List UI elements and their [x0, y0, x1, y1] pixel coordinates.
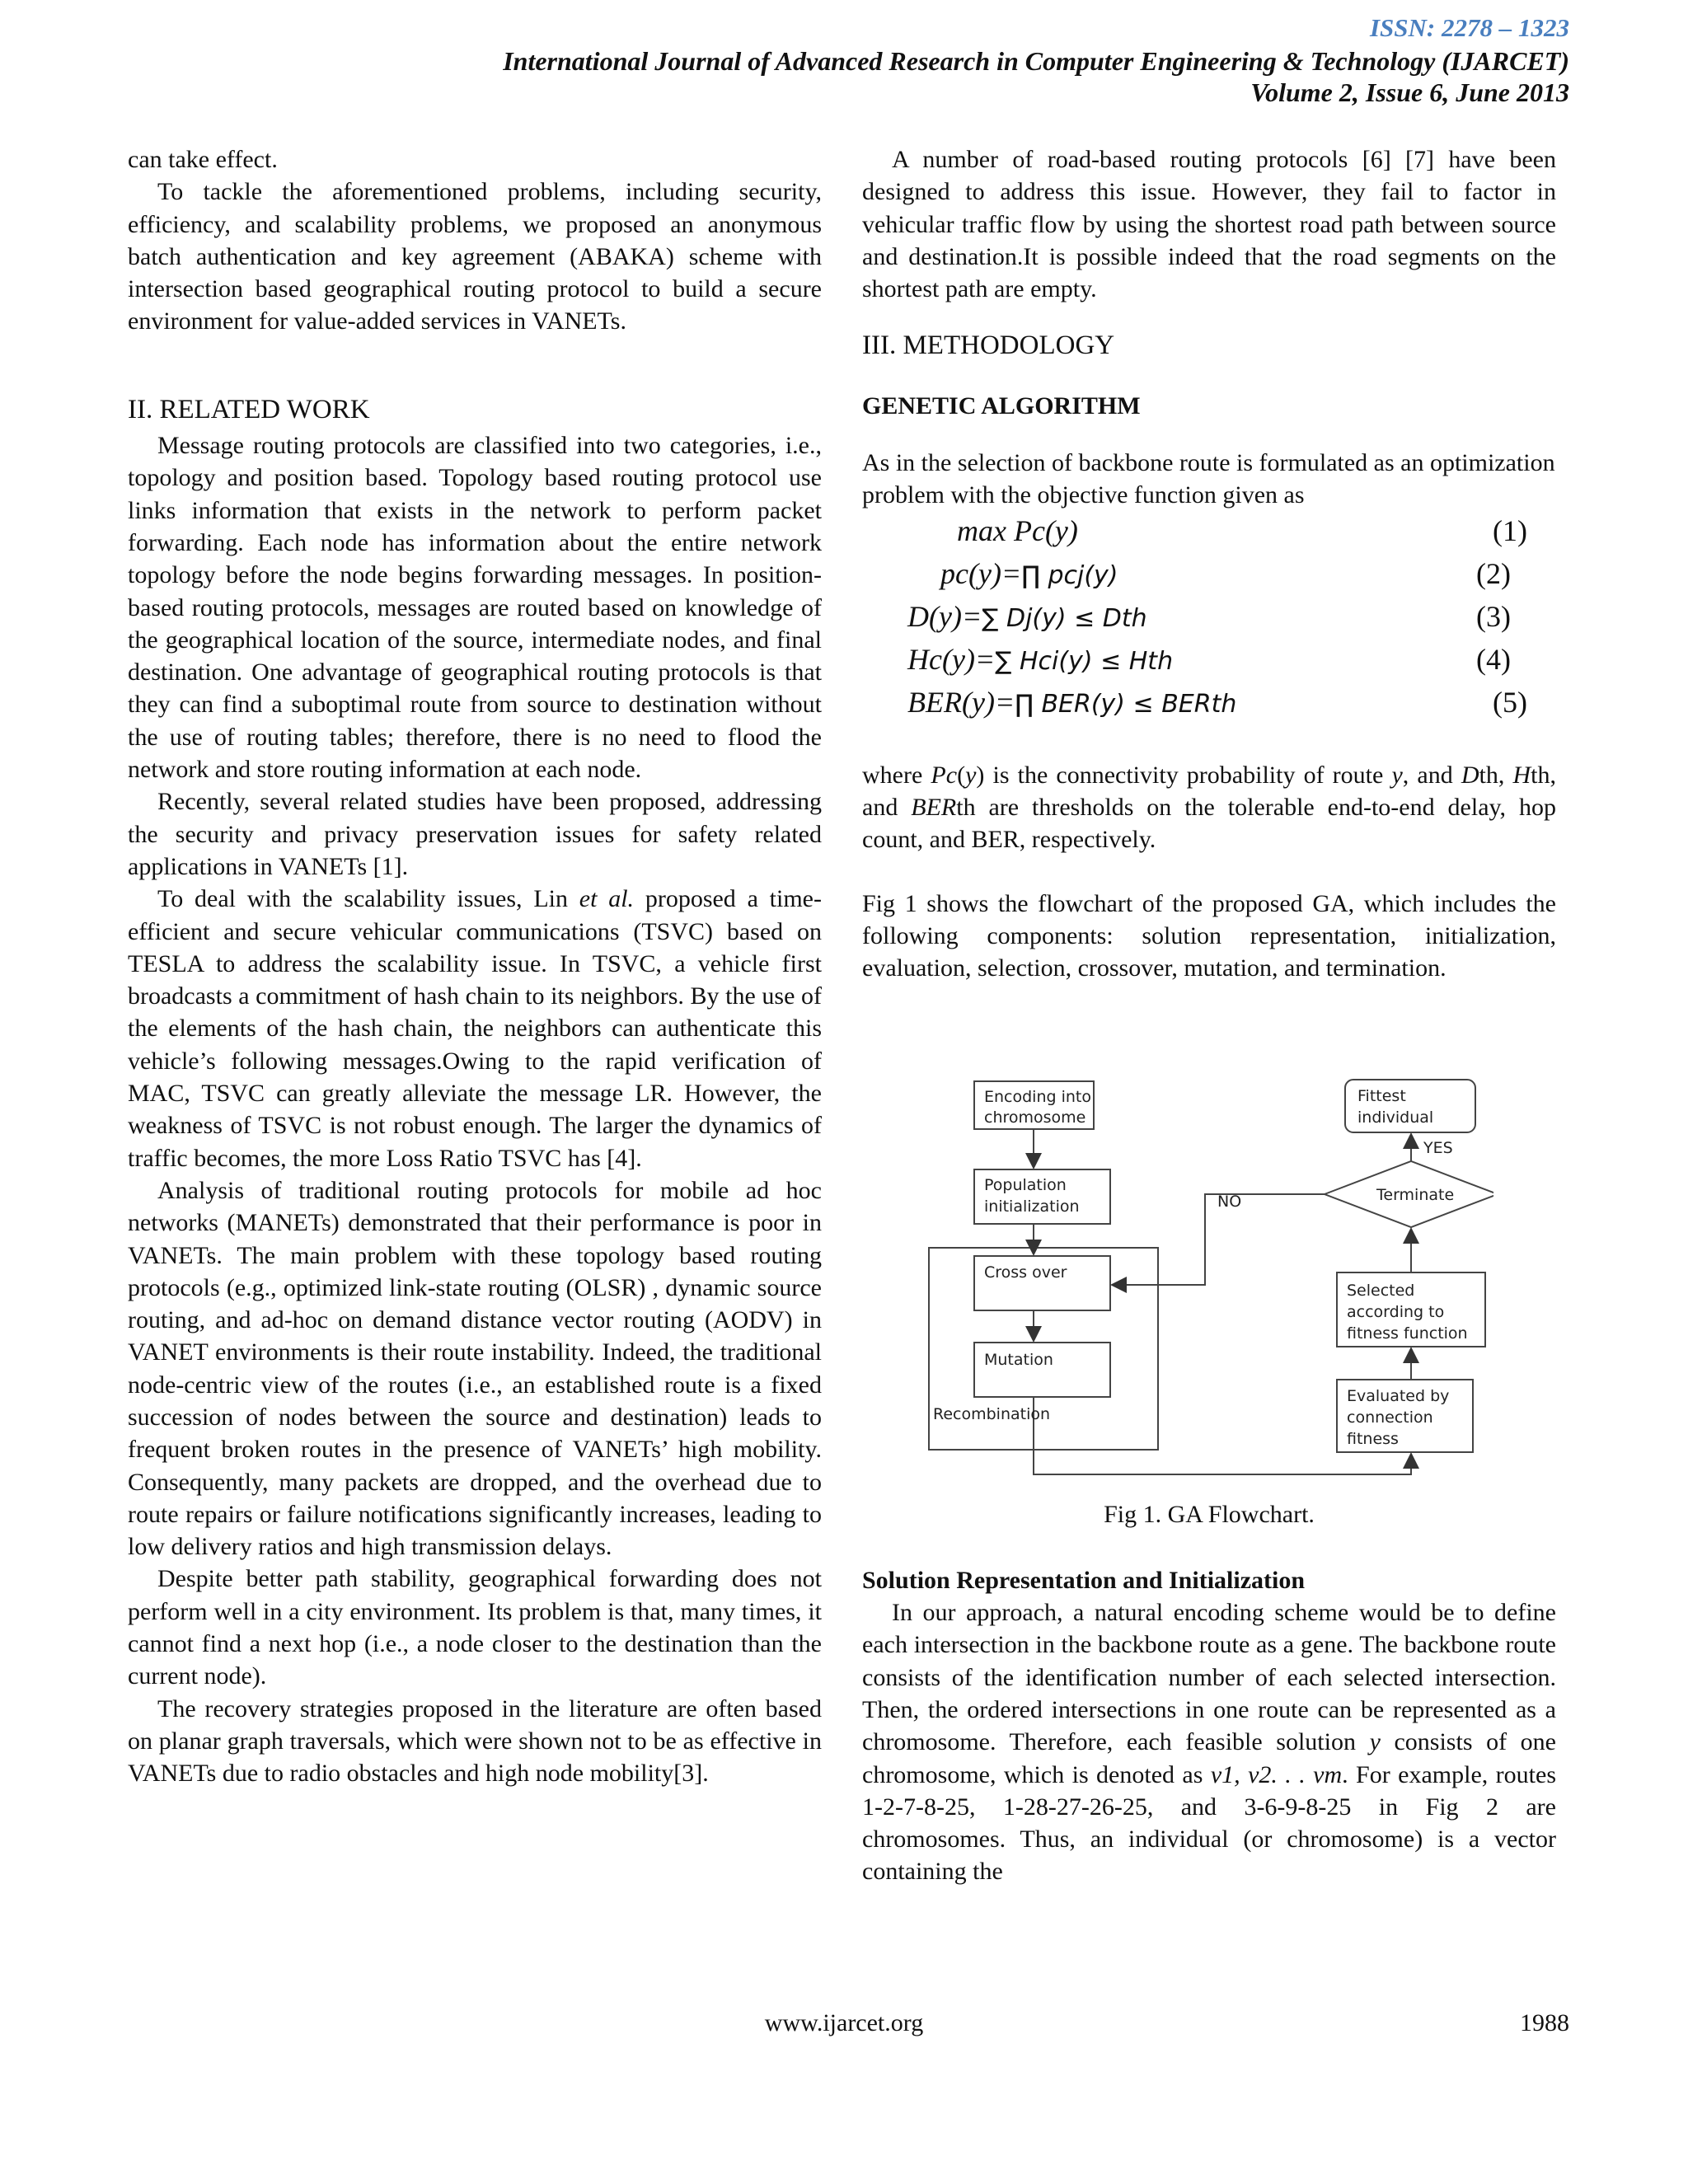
- ga-flowchart: [925, 1075, 1493, 1487]
- text-italic: et al.: [579, 885, 635, 913]
- label-selected-2: according to: [1347, 1303, 1445, 1322]
- section-title-related-work: II. RELATED WORK: [128, 394, 370, 424]
- equation-lhs: Hc(y)=: [907, 642, 996, 676]
- equation-number: (1): [1493, 513, 1527, 547]
- label-terminate: Terminate: [1376, 1186, 1455, 1205]
- label-crossover: Cross over: [984, 1263, 1067, 1282]
- paragraph-recovery: The recovery strategies proposed in the literature are often based on planar graph traversals, which were shown not to be as effective in VANETs due to radio obstacles and high node mobility[3].: [128, 1694, 822, 1788]
- equation-block: [862, 513, 1556, 728]
- label-mutation: Mutation: [984, 1351, 1053, 1370]
- equation-number: (5): [1493, 685, 1527, 719]
- paragraph-recently: Recently, several related studies have been proposed, addressing the security and privacy preservation issues for safety related applications in VANETs [1].: [128, 788, 822, 880]
- figure-caption: Fig 1. GA Flowchart.: [1104, 1501, 1315, 1529]
- label-encoding-1: Encoding into: [984, 1088, 1091, 1107]
- equation-rhs: ∏ pcj(y): [1021, 560, 1118, 590]
- left-column: [128, 143, 822, 1790]
- equation-rhs: ∑ Dj(y) ≤ Dth: [982, 603, 1147, 633]
- text: , and: [1402, 761, 1461, 789]
- text-italic: D: [1461, 761, 1479, 789]
- page-number: 1988: [1520, 2009, 1569, 2036]
- subsection-title-ga: GENETIC ALGORITHM: [862, 391, 1141, 419]
- equation-lhs: pc(y)=: [940, 556, 1022, 590]
- label-population-1: Population: [984, 1176, 1067, 1195]
- equation-rhs: ∑ Hci(y) ≤ Hth: [995, 646, 1174, 676]
- label-recombination: Recombination: [933, 1405, 1051, 1424]
- label-yes: YES: [1423, 1139, 1453, 1158]
- equation-lhs: max Pc(y): [957, 513, 1078, 547]
- label-evaluated-2: connection: [1347, 1408, 1433, 1427]
- label-fittest-1: Fittest: [1357, 1087, 1406, 1106]
- right-column: [862, 143, 1556, 1888]
- equation-number: (2): [1476, 556, 1511, 590]
- paragraph-solution: [862, 1596, 1556, 1888]
- paragraph-road-based: A number of road-based routing protocols [6] [7] have been designed to address this issue. However, they fail to factor in vehicular traffic flow by using the shortest road path between source and destination.It is possible indeed that the road segments on the shortest path are empty.: [862, 146, 1556, 303]
- equation-3: [891, 599, 1527, 642]
- label-fittest-2: individual: [1357, 1108, 1434, 1127]
- subsection-title-solution: Solution Representation and Initialization: [862, 1566, 1306, 1594]
- header-issn: ISSN: 2278 – 1323: [1369, 13, 1569, 42]
- equation-number: (3): [1476, 599, 1511, 633]
- text-italic: y: [965, 761, 977, 789]
- paragraph-fig1: Fig 1 shows the flowchart of the proposed GA, which includes the following components: solution representation, initialization, evaluation, selection, crossover, mutation, and termination.: [862, 889, 1556, 982]
- equation-lhs: D(y)=: [907, 599, 982, 633]
- label-selected-3: fitness function: [1347, 1324, 1468, 1343]
- header-volume: Volume 2, Issue 6, June 2013: [1250, 77, 1569, 107]
- text-italic: y: [1369, 1728, 1381, 1756]
- text-italic: v1, v2. . . vm: [1210, 1760, 1343, 1788]
- text: consists of one chromosome, which is denoted as: [862, 1728, 1556, 1788]
- equation-1: [891, 513, 1527, 556]
- equation-lhs: BER(y)=: [907, 685, 1015, 719]
- paragraph-routing: Message routing protocols are classified into two categories, i.e., topology and position based. Topology based routing protocol use links information that exists in the network to perform packet forwarding. Each node has information about the entire network topology before the node begins forwarding messages. In position-based routing protocols, messages are routed based on knowledge of the geographical location of the source, intermediate nodes, and final destination. One advantage of geographical routing protocols is that they can find a suboptimal route from source to destination without the use of routing tables; therefore, there is no need to flood the network and store routing information at each node.: [128, 432, 822, 784]
- label-selected-1: Selected: [1347, 1282, 1415, 1301]
- header-journal-title: International Journal of Advanced Research in Computer Engineering & Technology (IJARCET): [503, 46, 1569, 76]
- equation-4: [891, 642, 1527, 685]
- label-evaluated-3: fitness: [1347, 1430, 1399, 1449]
- text: proposed a time-efficient and secure vehicular communications (TSVC) based on TESLA to address the scalability issue. In TSVC, a vehicle first broadcasts a commitment of hash chain to its neighbors. By the use of the elements of the hash chain, the neighbors can authenticate this vehicle’s following messages.Owing to the rapid verification of MAC, TSVC can greatly alleviate the message LR. However, the weakness of TSVC is not robust enough. The larger the dynamics of traffic becomes, the more Loss Ratio TSVC has [4].: [128, 885, 822, 1172]
- paragraph-tackle: To tackle the aforementioned problems, including security, efficiency, and scalability problems, we proposed an anonymous batch authentication and key agreement (ABAKA) scheme with intersection based geographical routing protocol to build a secure environment for value-added services in VANETs.: [128, 178, 822, 335]
- text: To deal with the scalability issues, Lin: [157, 885, 579, 913]
- text: th are thresholds on the tolerable end-to-end delay, hop count, and BER, respectively.: [862, 793, 1556, 854]
- text-italic: Pc: [931, 761, 958, 789]
- text-italic: H: [1512, 761, 1531, 789]
- paragraph-analysis: Analysis of traditional routing protocols for mobile ad hoc networks (MANETs) demonstrated that their performance is poor in VANETs. The main problem with these topology based routing protocols (e.g., optimized link-state routing (OLSR) , dynamic source routing, and ad-hoc on demand distance vector routing (AODV) in VANET environments is their route instability. Indeed, the traditional node-centric view of the routes (i.e., an established route is a fixed succession of nodes between the source and destination) leads to frequent broken routes in the presence of VANETs’ high mobility. Consequently, many packets are dropped, and the overhead due to route repairs or failure notifications significantly increases, leading to low delivery ratios and high transmission delays.: [128, 1176, 822, 1561]
- equation-5: [891, 685, 1527, 728]
- paragraph-backbone-cont: problem with the objective function given as: [862, 481, 1305, 509]
- text: . For example, routes 1-2-7-8-25, 1-28-27-26-25, and 3-6-9-8-25 in Fig 2 are chromosomes. Thus, an individual (or chromosome) is a vector containing the: [862, 1760, 1557, 1886]
- label-encoding-2: chromosome: [984, 1108, 1086, 1127]
- paragraph-continued: can take effect.: [128, 146, 278, 173]
- text: ) is the connectivity probability of route: [976, 761, 1392, 789]
- paragraph-despite: Despite better path stability, geographical forwarding does not perform well in a city environment. Its problem is that, many times, it cannot find a next hop (i.e., a node closer to the destination than the current node).: [128, 1565, 822, 1690]
- paragraph-where: [862, 759, 1556, 856]
- text: th, and: [862, 761, 1556, 821]
- text: where: [862, 761, 931, 789]
- text: In our approach, a natural encoding scheme would be to define each intersection in the backbone route as a gene. The backbone route consists of the identification number of each selected intersection. Then, the ordered intersections in one route can be represented as a chromosome. Therefore, each feasible solution: [862, 1599, 1556, 1756]
- footer-url: www.ijarcet.org: [764, 2009, 924, 2036]
- text: th,: [1479, 761, 1513, 789]
- text-italic: y: [1391, 761, 1403, 789]
- label-no: NO: [1217, 1193, 1242, 1212]
- label-evaluated-1: Evaluated by: [1347, 1387, 1450, 1406]
- equation-number: (4): [1476, 642, 1511, 676]
- text-italic: BER: [911, 793, 957, 821]
- paragraph-lin: [128, 883, 822, 1174]
- text: (: [957, 761, 966, 789]
- section-title-methodology: III. METHODOLOGY: [862, 330, 1115, 361]
- equation-2: [891, 556, 1527, 599]
- label-population-2: initialization: [984, 1197, 1080, 1216]
- paragraph-backbone: As in the selection of backbone route is formulated as an optimization: [862, 449, 1555, 477]
- equation-rhs: ∏ BER(y) ≤ BERth: [1015, 689, 1237, 719]
